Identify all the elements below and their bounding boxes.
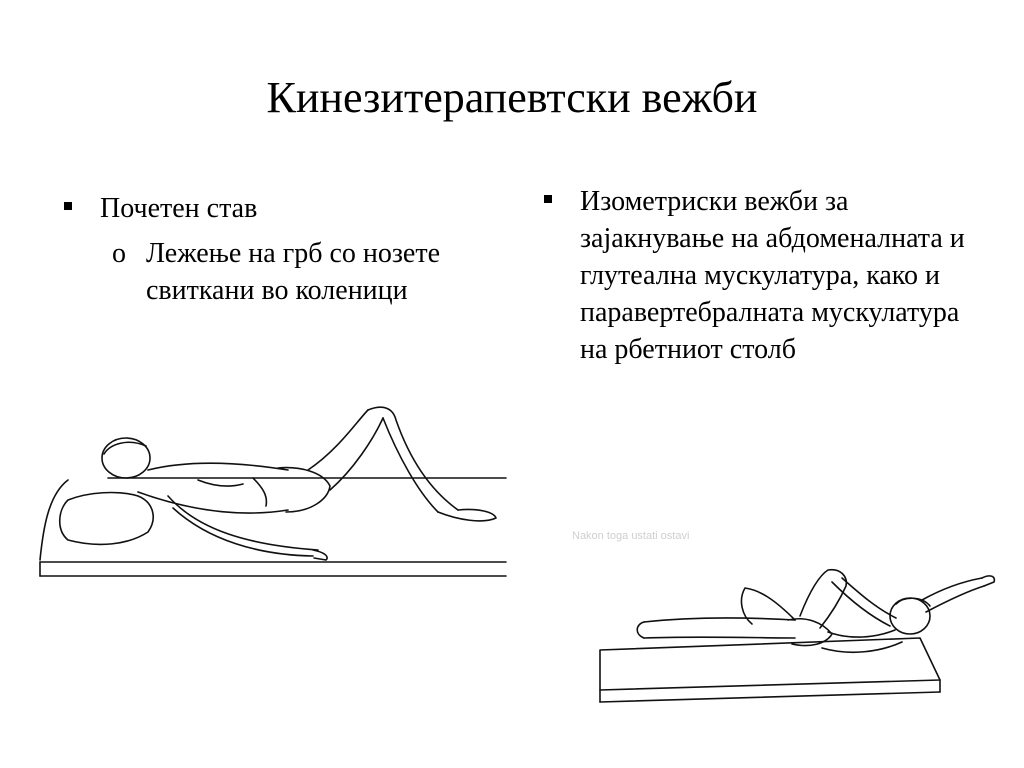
bullet-text: Почетен став (100, 193, 258, 224)
sub-bullet-marker: o (112, 238, 126, 269)
supine-knees-bent-illustration (38, 400, 508, 590)
square-bullet-icon (64, 202, 72, 210)
image-watermark-text: Nakon toga ustati ostavi (572, 530, 690, 542)
bullet-item (60, 190, 490, 227)
bullet-text: Изометриски вежби за зајакнување на абдоменалната и глутеална мускулатура, како и паравертебралната мускулатура на рбетниот столб (580, 186, 965, 365)
slide-title: Кинезитерапевтски вежби (266, 73, 758, 122)
bullet-item (540, 183, 980, 368)
sub-bullet-text: Лежење на грб со нозете свиткани во коленици (146, 238, 441, 306)
sub-bullet-item (60, 235, 490, 309)
supine-knee-to-chest-illustration (570, 520, 1000, 750)
square-bullet-icon (544, 195, 552, 203)
right-column (540, 183, 980, 368)
left-column (60, 190, 490, 309)
